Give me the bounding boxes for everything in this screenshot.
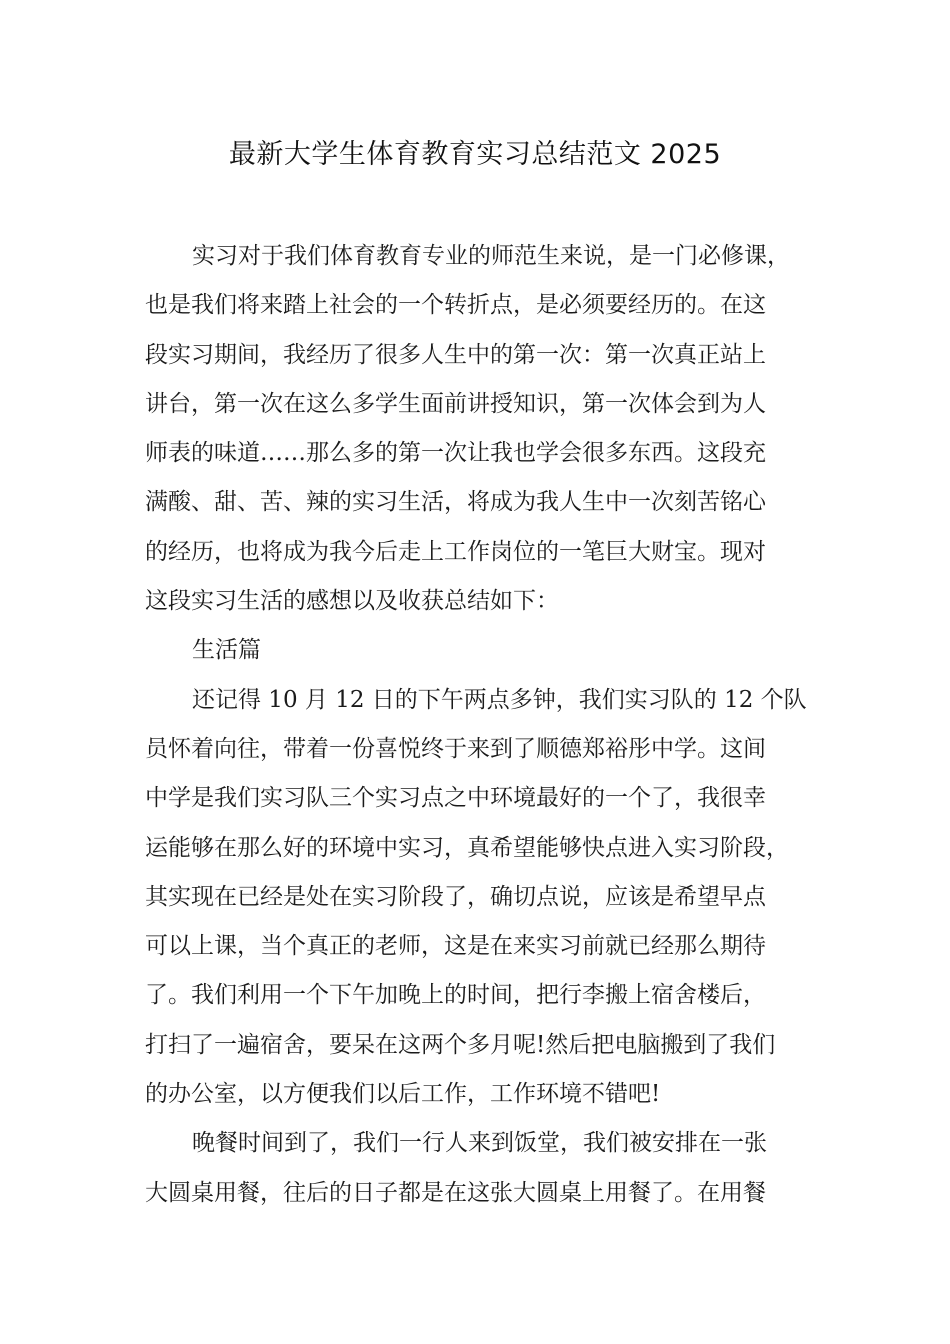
text-line: 中学是我们实习队三个实习点之中环境最好的一个了，我很幸 — [145, 785, 766, 812]
text-line: 还记得 10 月 12 日的下午两点多钟，我们实习队的 12 个队 — [192, 686, 807, 713]
text-line: 的经历，也将成为我今后走上工作岗位的一笔巨大财宝。现对 — [145, 538, 766, 565]
text-line: 晚餐时间到了，我们一行人来到饭堂，我们被安排在一张 — [192, 1130, 767, 1157]
text-line: 大圆桌用餐，往后的日子都是在这张大圆桌上用餐了。在用餐 — [145, 1179, 766, 1206]
text-line: 可以上课，当个真正的老师，这是在来实习前就已经那么期待 — [145, 933, 766, 960]
text-line: 这段实习生活的感想以及收获总结如下： — [145, 588, 559, 615]
document-body — [145, 232, 825, 1218]
section-heading: 生活篇 — [192, 637, 261, 664]
text-line: 打扫了一遍宿舍，要呆在这两个多月呢!然后把电脑搬到了我们 — [145, 1031, 776, 1058]
document-title: 最新大学生体育教育实习总结范文 2025 — [228, 139, 722, 170]
text-line: 师表的味道……那么多的第一次让我也学会很多东西。这段充 — [145, 440, 766, 467]
text-line: 了。我们利用一个下午加晚上的时间，把行李搬上宿舍楼后， — [145, 982, 766, 1009]
text-line: 讲台，第一次在这么多学生面前讲授知识，第一次体会到为人 — [145, 390, 766, 417]
text-line: 满酸、甜、苦、辣的实习生活，将成为我人生中一次刻苦铭心 — [145, 489, 766, 516]
text-line: 实习对于我们体育教育专业的师范生来说，是一门必修课， — [192, 243, 790, 269]
text-line: 也是我们将来踏上社会的一个转折点，是必须要经历的。在这 — [145, 292, 766, 319]
text-line: 运能够在那么好的环境中实习，真希望能够快点进入实习阶段， — [145, 834, 789, 861]
text-line: 其实现在已经是处在实习阶段了，确切点说，应该是希望早点 — [145, 883, 766, 910]
text-line: 员怀着向往，带着一份喜悦终于来到了顺德郑裕彤中学。这间 — [145, 735, 766, 762]
text-line: 的办公室，以方便我们以后工作，工作环境不错吧! — [145, 1081, 661, 1108]
text-line: 段实习期间，我经历了很多人生中的第一次：第一次真正站上 — [145, 341, 766, 368]
